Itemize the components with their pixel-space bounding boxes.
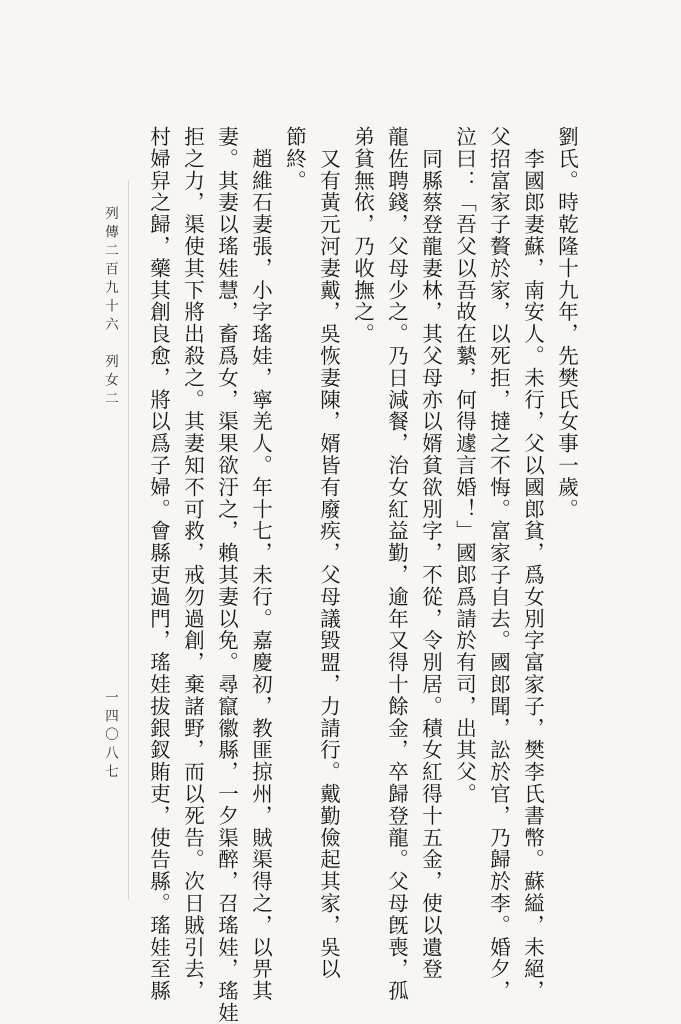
text-column-13: 村婦舁之歸，藥其創良愈，將以爲子婦。會縣吏過門，瑤娃拔銀釵賄吏，使告縣。瑤娃至縣 bbox=[146, 126, 171, 1002]
text-column-8: 又有黃元河妻戴，吳恢妻陳，婿皆有廢疾，父母議毀盟，力請行。戴勤儉起其家，吳以 bbox=[316, 126, 341, 981]
page-number: 一四〇八七 bbox=[102, 690, 118, 783]
chapter-title: 列傳二百九十六 列女二 bbox=[102, 206, 118, 410]
text-column-1: 劉氏。時乾隆十九年，先樊氏女事一歲。 bbox=[554, 126, 579, 521]
text-column-3: 父招富家子贅於家，以死拒，撻之不悔。富家子自去。國郎聞，訟於官，乃歸於李。婚夕， bbox=[486, 126, 511, 1002]
text-column-12: 拒之力，渠使其下將出殺之。其妻知不可救，戒勿過創，棄諸野，而以死告。次日賊引去， bbox=[180, 126, 205, 1002]
text-column-10: 趙維石妻張，小字瑤娃，寧羌人。年十七，未行。嘉慶初，教匪掠州，賊渠得之，以畀其 bbox=[248, 126, 273, 1002]
text-column-2: 李國郎妻蘇，南安人。未行，父以國郎貧，爲女別字富家子，樊李氏書幣。蘇縊，未絕， bbox=[520, 126, 545, 1002]
text-column-9: 節終。 bbox=[282, 126, 307, 192]
text-column-5: 同縣蔡登龍妻林，其父母亦以婿貧欲別字，不從，令別居。積女紅得十五金，使以遺登 bbox=[418, 126, 443, 981]
text-column-7: 弟貧無依，乃收撫之。 bbox=[350, 126, 375, 345]
text-column-6: 龍佐聘錢，父母少之。乃日減餐，治女紅益勤，逾年又得十餘金，卒歸登龍。父母旣喪，孤 bbox=[384, 126, 409, 1002]
text-column-4: 泣曰：「吾父以吾故在縶，何得遽言婚！」國郎爲請於有司，出其父。 bbox=[452, 126, 477, 805]
text-column-11: 妻。其妻以瑤娃慧，畜爲女，渠果欲汙之，賴其妻以免。尋竄徽縣，一夕渠醉，召瑤娃，瑤娃 bbox=[214, 126, 239, 1024]
margin-divider bbox=[128, 180, 129, 900]
